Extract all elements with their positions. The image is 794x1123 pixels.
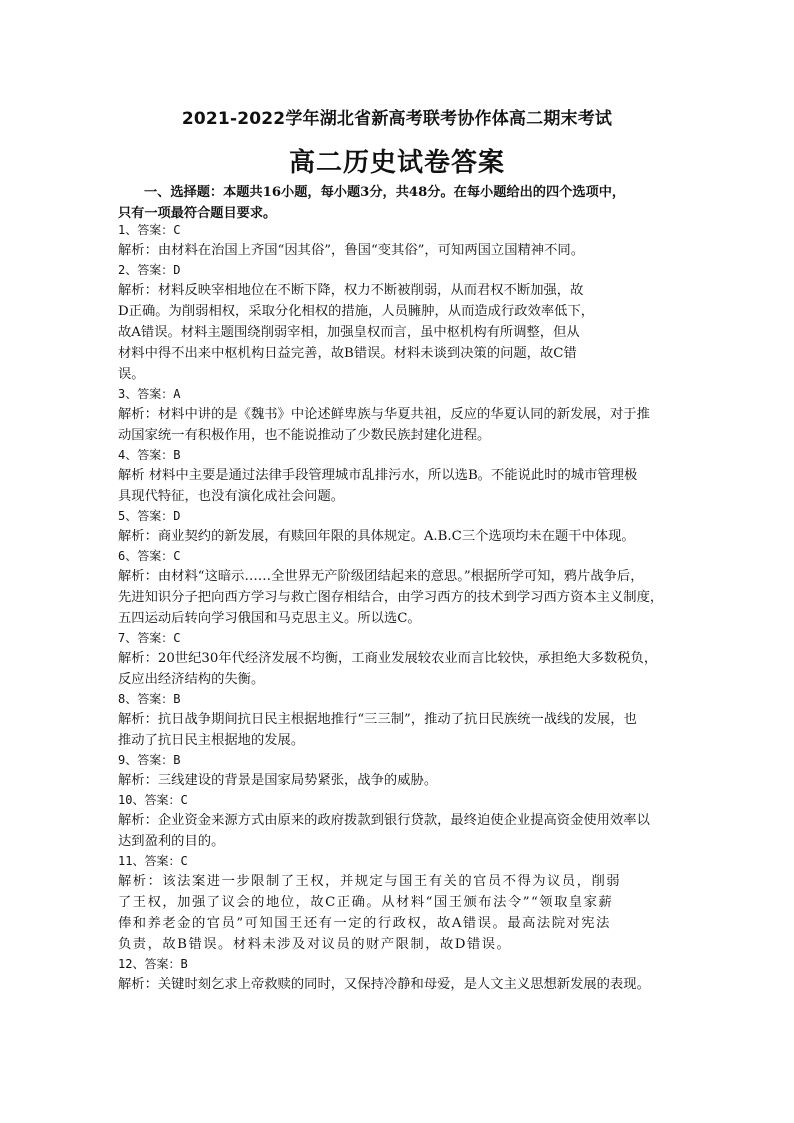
answer-item bbox=[118, 751, 684, 791]
answer-item bbox=[118, 385, 684, 446]
section-instructions bbox=[118, 182, 678, 224]
answer-label: 10、答案：C bbox=[118, 793, 188, 807]
explanation-line: 俸和养老金的官员”可知国王还有一定的行政权，故A错误。最高法院对宪法 bbox=[118, 916, 611, 931]
explanation bbox=[118, 280, 684, 385]
explanation-line: D正确。为削弱相权，采取分化相权的措施，人员臃肿，从而造成行政效率低下， bbox=[118, 304, 595, 319]
answer-item bbox=[118, 955, 684, 995]
explanation-line: 解析：材料反映宰相地位在不断下降，权力不断被削弱，从而君权不断加强，故 bbox=[118, 283, 584, 298]
answer-item bbox=[118, 507, 684, 547]
answer-label: 2、答案：D bbox=[118, 263, 181, 277]
answer-item bbox=[118, 791, 684, 852]
explanation-line: 解析：材料中讲的是《魏书》中论述鲜卑族与华夏共祖，反应的华夏认同的新发展，对于推 bbox=[118, 407, 650, 422]
explanation bbox=[118, 974, 684, 995]
answer-key-title: 高二历史试卷答案 bbox=[288, 148, 505, 178]
explanation-line: 解析：由材料在治国上齐国“因其俗”，鲁国“变其俗”，可知两国立国精神不同。 bbox=[118, 243, 584, 258]
explanation bbox=[118, 404, 684, 446]
explanation bbox=[118, 465, 684, 507]
explanation-line: 解析：抗日战争期间抗日民主根据地推行“三三制”，推动了抗日民族统一战线的发展，也 bbox=[118, 712, 637, 727]
explanation-line: 具现代特征，也没有演化成社会问题。 bbox=[118, 489, 345, 504]
explanation bbox=[118, 526, 684, 547]
answer-item bbox=[118, 261, 684, 385]
answer-label: 3、答案：A bbox=[118, 387, 181, 401]
explanation bbox=[118, 648, 684, 690]
answer-label: 1、答案：C bbox=[118, 223, 181, 237]
explanation-line: 达到盈利的目的。 bbox=[118, 834, 225, 849]
explanation-line: 解析：企业资金来源方式由原来的政府拨款到银行贷款，最终迫使企业提高资金使用效率以 bbox=[118, 813, 650, 828]
explanation-line: 故A错误。材料主题围绕削弱宰相，加强皇权而言，虽中枢机构有所调整，但从 bbox=[118, 325, 580, 340]
answer-item bbox=[118, 852, 684, 955]
answer-label: 11、答案：C bbox=[118, 854, 188, 868]
section-instructions-line: 一、选择题：本题共16小题，每小题3分，共48分。在每小题给出的四个选项中， bbox=[144, 185, 626, 200]
explanation-line: 五四运动后转向学习俄国和马克思主义。所以选C。 bbox=[118, 611, 421, 626]
explanation-line: 先进知识分子把向西方学习与救亡图存相结合，由学习西方的技术到学习西方资本主义制度， bbox=[118, 590, 664, 605]
answer-label: 7、答案：C bbox=[118, 631, 181, 645]
explanation-line: 解析：商业契约的新发展，有赎回年限的具体规定。A.B.C三个选项均未在题干中体现。 bbox=[118, 529, 635, 544]
answer-item bbox=[118, 629, 684, 690]
explanation-line: 解析：由材料“这暗示……全世界无产阶级团结起来的意思。”根据所学可知，鸦片战争后， bbox=[118, 569, 644, 584]
answer-label: 12、答案：B bbox=[118, 957, 188, 971]
explanation-line: 误。 bbox=[118, 367, 145, 382]
section-instructions-line: 只有一项最符合题目要求。 bbox=[118, 206, 277, 221]
explanation-line: 解析：三线建设的背景是国家局势紧张，战争的威胁。 bbox=[118, 773, 438, 788]
exam-header-title: 2021-2022学年湖北省新高考联考协作体高二期末考试 bbox=[181, 109, 613, 129]
answer-label: 5、答案：D bbox=[118, 509, 181, 523]
answer-label: 4、答案：B bbox=[118, 448, 181, 462]
explanation bbox=[118, 810, 684, 852]
explanation-line: 解析 材料中主要是通过法律手段管理城市乱排污水，所以选B。不能说此时的城市管理极 bbox=[118, 468, 638, 483]
explanation bbox=[118, 240, 684, 261]
answer-item bbox=[118, 547, 684, 629]
explanation-line: 解析：关键时刻乞求上帝救赎的同时，又保持冷静和母爱，是人文主义思想新发展的表现。 bbox=[118, 977, 650, 992]
answer-item bbox=[118, 446, 684, 507]
answer-item bbox=[118, 221, 684, 261]
answer-label: 9、答案：B bbox=[118, 753, 181, 767]
explanation bbox=[118, 709, 684, 751]
explanation-line: 材料中得不出来中枢机构日益完善，故B错误。材料未谈到决策的问题，故C错 bbox=[118, 346, 577, 361]
answer-label: 8、答案：B bbox=[118, 692, 181, 706]
answer-label: 6、答案：C bbox=[118, 549, 181, 563]
explanation bbox=[118, 566, 684, 629]
explanation-line: 动国家统一有积极作用，也不能说推动了少数民族封建化进程。 bbox=[118, 428, 491, 443]
explanation-line: 负责，故B错误。材料未涉及对议员的财产限制，故D错误。 bbox=[118, 937, 512, 952]
answer-list bbox=[118, 221, 684, 995]
explanation-line: 反应出经济结构的失衡。 bbox=[118, 672, 265, 687]
explanation-line: 推动了抗日民主根据地的发展。 bbox=[118, 733, 305, 748]
answer-item bbox=[118, 690, 684, 751]
explanation bbox=[118, 770, 684, 791]
explanation-line: 解析：20世纪30年代经济发展不均衡，工商业发展较农业而言比较快，承担绝大多数税负， bbox=[118, 651, 658, 666]
explanation-line: 了王权，加强了议会的地位，故C正确。从材料“国王颁布法令”“领取皇家薪 bbox=[118, 895, 614, 910]
explanation-line: 解析：该法案进一步限制了王权，并规定与国王有关的官员不得为议员，削弱 bbox=[118, 874, 622, 889]
explanation bbox=[118, 871, 684, 955]
